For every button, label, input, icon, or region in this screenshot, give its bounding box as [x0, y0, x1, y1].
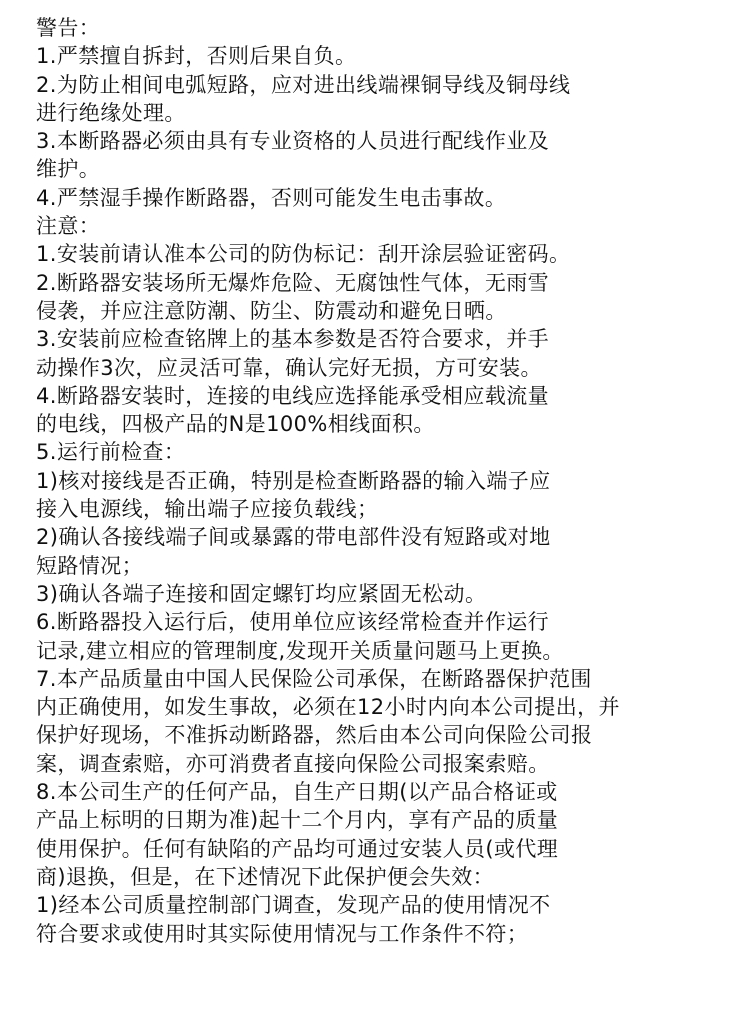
text-line: 动操作3次，应灵活可靠，确认完好无损，方可安装。	[36, 355, 542, 380]
text-line: 产品上标明的日期为准)起十二个月内，享有产品的质量	[36, 808, 559, 833]
text-line: 符合要求或使用时其实际使用情况与工作条件不符；	[36, 921, 529, 946]
text-line: 案，调查索赔，亦可消费者直接向保险公司报案索赔。	[36, 751, 550, 776]
text-line: 内正确使用，如发生事故，必须在12小时内向本公司提出，并	[36, 695, 620, 720]
text-line: 6.断路器投入运行后，使用单位应该经常检查并作运行	[36, 610, 550, 635]
text-line: 使用保护。任何有缺陷的产品均可通过安装人员(或代理	[36, 836, 559, 861]
text-line: 进行绝缘处理。	[36, 100, 186, 125]
text-line: 7.本产品质量由中国人民保险公司承保，在断路器保护范围	[36, 666, 592, 691]
text-line: 警告：	[36, 16, 101, 40]
text-line: 3)确认各端子连接和固定螺钉均应紧固无松动。	[36, 581, 487, 606]
text-line: 1)经本公司质量控制部门调查，发现产品的使用情况不	[36, 893, 551, 918]
notice-document	[36, 14, 726, 948]
text-line: 侵袭，并应注意防潮、防尘、防震动和避免日晒。	[36, 298, 507, 323]
text-line: 2.为防止相间电弧短路，应对进出线端裸铜导线及铜母线	[36, 72, 571, 97]
text-line: 4.断路器安装时，连接的电线应选择能承受相应载流量	[36, 383, 550, 408]
text-line: 5.运行前检查：	[36, 440, 186, 465]
text-line: 保护好现场，不准拆动断路器，然后由本公司向保险公司报	[36, 723, 593, 748]
text-line: 4.严禁湿手操作断路器，否则可能发生电击事故。	[36, 185, 507, 210]
text-line: 1.安装前请认准本公司的防伪标记：刮开涂层验证密码。	[36, 242, 571, 267]
text-line: 2)确认各接线端子间或暴露的带电部件没有短路或对地	[36, 525, 551, 550]
text-line: 1)核对接线是否正确，特别是检查断路器的输入端子应	[36, 468, 551, 493]
text-line: 的电线，四极产品的N是100%相线面积。	[36, 412, 435, 437]
text-line: 1.严禁擅自拆封，否则后果自负。	[36, 44, 357, 69]
text-line: 3.安装前应检查铭牌上的基本参数是否符合要求，并手	[36, 327, 550, 352]
text-line: 维护。	[36, 157, 101, 182]
text-line: 短路情况；	[36, 553, 143, 578]
text-line: 注意：	[36, 214, 101, 239]
text-line: 3.本断路器必须由具有专业资格的人员进行配线作业及	[36, 129, 550, 154]
text-line: 商)退换，但是，在下述情况下此保护便会失效：	[36, 864, 494, 889]
text-line: 2.断路器安装场所无爆炸危险、无腐蚀性气体，无雨雪	[36, 270, 550, 295]
text-line: 8.本公司生产的任何产品，自生产日期(以产品合格证或	[36, 780, 558, 805]
text-line: 记录,建立相应的管理制度,发现开关质量问题马上更换。	[36, 638, 564, 663]
text-line: 接入电源线，输出端子应接负载线；	[36, 497, 379, 522]
